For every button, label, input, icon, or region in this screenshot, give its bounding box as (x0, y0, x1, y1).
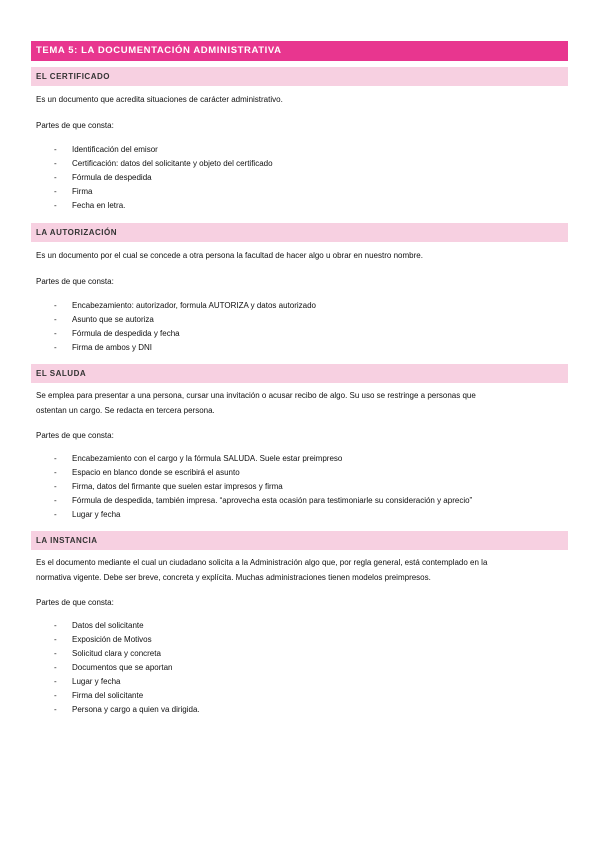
parts-label: Partes de que consta: (36, 121, 114, 130)
section-intro: Es un documento que acredita situaciones de carácter administrativo. (36, 95, 283, 104)
list-item: - Lugar y fecha (54, 510, 121, 519)
list-item: - Fórmula de despedida (54, 173, 152, 182)
parts-label: Partes de que consta: (36, 277, 114, 286)
list-item: - Certificación: datos del solicitante y objeto del certificado (54, 159, 273, 168)
section-intro-line: Se emplea para presentar a una persona, cursar una invitación o acusar recibo de algo. Su uso se restringe a personas que (36, 391, 476, 400)
list-item: - Firma (54, 187, 93, 196)
section-heading-certificado: EL CERTIFICADO (31, 67, 568, 86)
list-item: - Firma, datos del firmante que suelen estar impresos y firma (54, 482, 283, 491)
list-item: - Espacio en blanco donde se escribirá el asunto (54, 468, 240, 477)
list-item: - Firma del solicitante (54, 691, 144, 700)
list-item: - Documentos que se aportan (54, 663, 173, 672)
list-item: - Fecha en letra. (54, 201, 126, 210)
parts-label: Partes de que consta: (36, 431, 114, 440)
section-intro-line: normativa vigente. Debe ser breve, concreta y explícita. Muchas administraciones tienen modelos preimpresos. (36, 573, 431, 582)
document-title: TEMA 5: LA DOCUMENTACIÓN ADMINISTRATIVA (31, 41, 568, 61)
parts-list (31, 143, 568, 213)
list-item: - Fórmula de despedida, también impresa. “aprovecha esta ocasión para testimoniarle su consideración y aprecio” (54, 496, 473, 505)
list-item: - Persona y cargo a quien va dirigida. (54, 705, 200, 714)
section-heading-saluda: EL SALUDA (31, 364, 568, 383)
list-item: - Asunto que se autoriza (54, 315, 154, 324)
parts-list (31, 452, 568, 522)
parts-list (31, 619, 568, 717)
list-item: - Identificación del emisor (54, 145, 158, 154)
section-intro-line: ostentan un cargo. Se redacta en tercera persona. (36, 406, 215, 415)
list-item: - Datos del solicitante (54, 621, 144, 630)
list-item: - Firma de ambos y DNI (54, 343, 153, 352)
parts-list (31, 299, 568, 355)
list-item: - Solicitud clara y concreta (54, 649, 161, 658)
section-intro-line: Es el documento mediante el cual un ciudadano solicita a la Administración algo que, por regla general, está contemplado en la (36, 558, 488, 567)
list-item: - Exposición de Motivos (54, 635, 152, 644)
document-page (31, 41, 568, 717)
section-intro: Es un documento por el cual se concede a otra persona la facultad de hacer algo u obrar en nuestro nombre. (36, 251, 423, 260)
section-heading-autorizacion: LA AUTORIZACIÓN (31, 223, 568, 242)
parts-label: Partes de que consta: (36, 598, 114, 607)
list-item: - Lugar y fecha (54, 677, 121, 686)
list-item: - Fórmula de despedida y fecha (54, 329, 180, 338)
list-item: - Encabezamiento con el cargo y la fórmula SALUDA. Suele estar preimpreso (54, 454, 343, 463)
list-item: - Encabezamiento: autorizador, formula AUTORIZA y datos autorizado (54, 301, 316, 310)
section-heading-instancia: LA INSTANCIA (31, 531, 568, 550)
